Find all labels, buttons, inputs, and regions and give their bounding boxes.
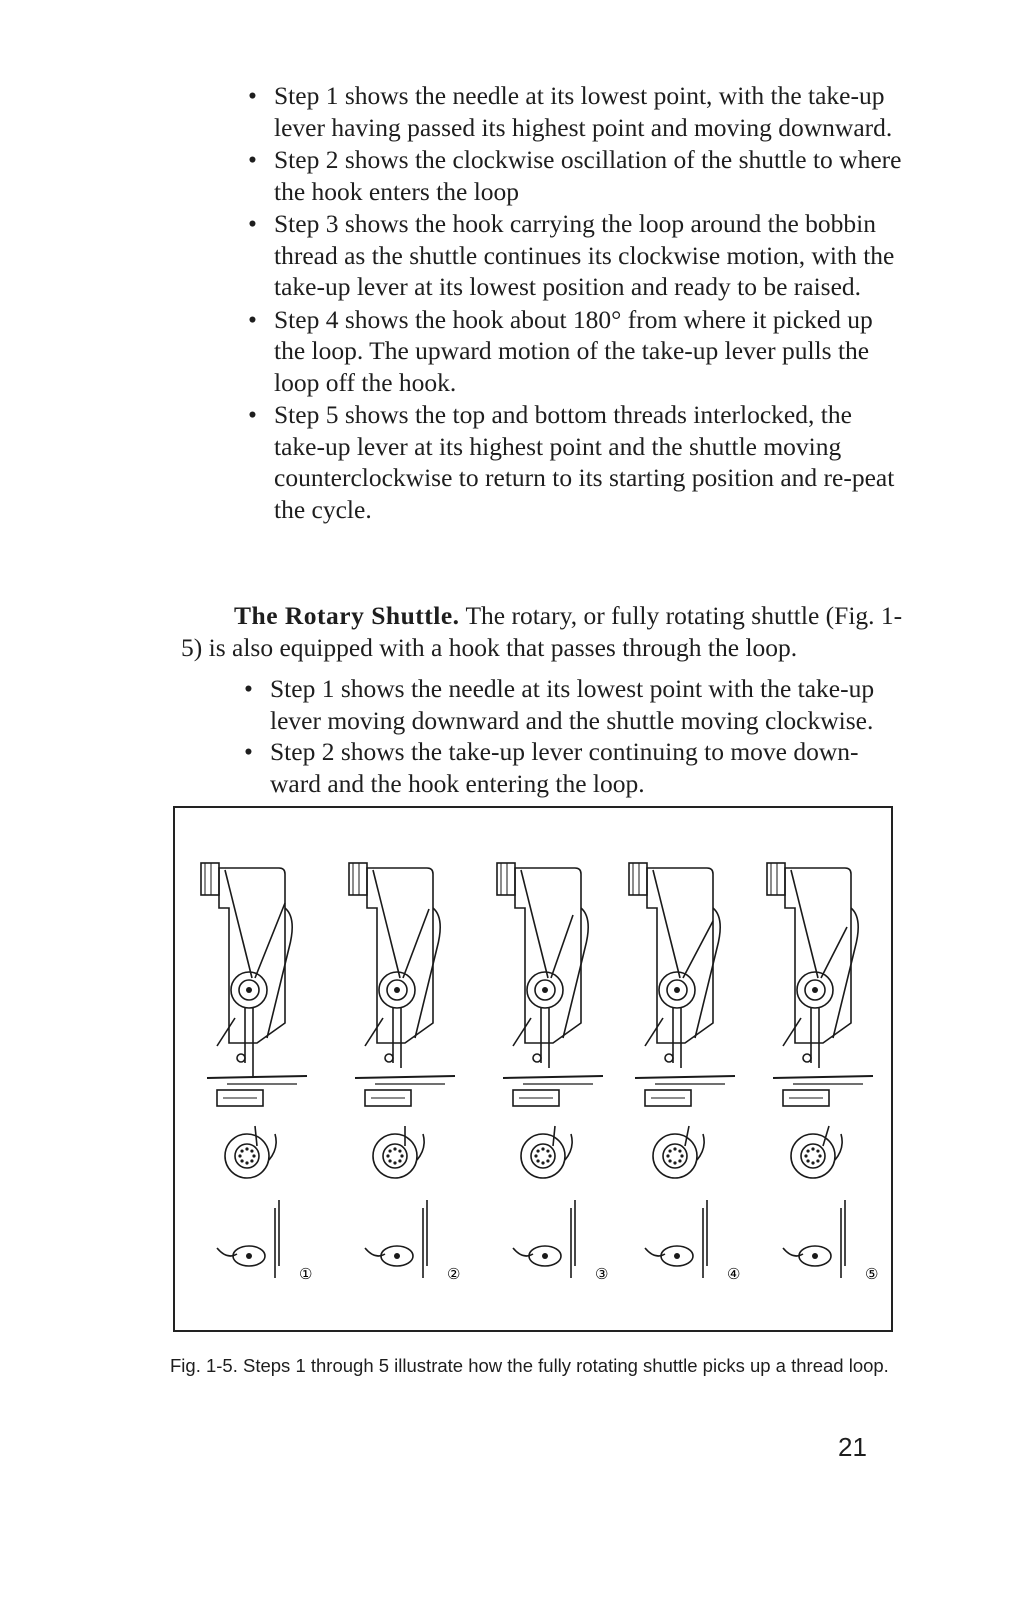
step-item: • Step 4 shows the hook about 180° from where it picked up the loop. The upward motion of the take-up lever pulls the loop off the hook. — [248, 304, 908, 399]
step-1-illustration — [201, 863, 312, 1283]
step-item: • Step 1 shows the needle at its lowest point, with the take-up lever having passed its highest point and moving downward. — [248, 80, 908, 143]
figure-caption: Fig. 1-5. Steps 1 through 5 illustrate how the fully rotating shuttle picks up a thread loop. — [170, 1355, 889, 1376]
section-heading: The Rotary Shuttle. — [234, 601, 460, 630]
step-number-label: ③ — [595, 1265, 609, 1283]
page-number: 21 — [838, 1432, 867, 1462]
shuttle-steps-drawing — [175, 808, 891, 1330]
step-3-illustration — [497, 863, 608, 1283]
rotary-shuttle-paragraph — [181, 600, 908, 664]
step-number-label: ② — [447, 1265, 461, 1283]
step-item: • Step 3 shows the hook carrying the loop around the bobbin thread as the shuttle continues its clockwise motion, with the take-up lever at its lowest position and ready to be raised. — [248, 208, 908, 303]
step-item: • Step 1 shows the needle at its lowest point with the take-up lever moving downward and the shuttle moving clockwise. — [244, 673, 908, 736]
step-list-oscillating — [248, 80, 908, 526]
step-item: • Step 2 shows the take-up lever continuing to move down-ward and the hook entering the loop. — [244, 736, 908, 799]
step-item: • Step 2 shows the clockwise oscillation of the shuttle to where the hook enters the loop — [248, 144, 908, 207]
step-5-illustration — [767, 863, 878, 1283]
step-2-illustration — [349, 863, 460, 1283]
step-4-illustration — [629, 863, 740, 1283]
step-number-label: ⑤ — [865, 1265, 879, 1283]
step-item: • Step 5 shows the top and bottom threads interlocked, the take-up lever at its highest point and the shuttle moving counterclockwise to return to its starting position and re-peat the cycle. — [248, 399, 908, 525]
step-number-label: ① — [299, 1265, 313, 1283]
step-number-label: ④ — [727, 1265, 741, 1283]
step-list-rotary — [244, 673, 908, 799]
section-text: The rotary, or fully rotating shuttle (Fig. 1-5) is also equipped with a hook that passes through the loop. — [181, 601, 903, 662]
figure-illustration — [173, 806, 893, 1332]
